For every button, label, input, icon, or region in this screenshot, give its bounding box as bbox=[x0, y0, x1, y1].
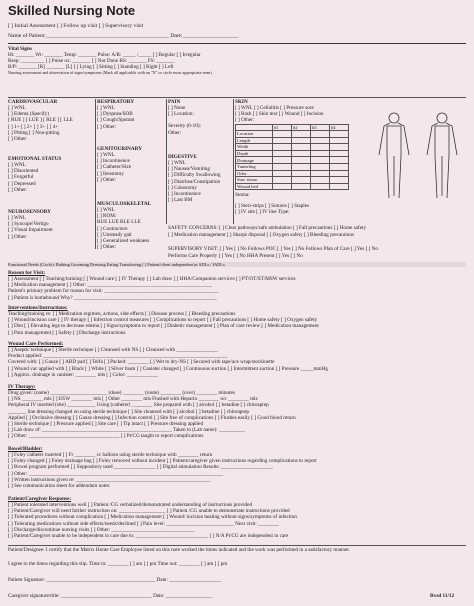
limb-labels[interactable]: RUE LUE RLE LLE bbox=[97, 219, 141, 226]
patient-signature-line[interactable]: Patient Signature: __________________________________________ Date: ____________________ bbox=[8, 577, 221, 583]
checkbox-item[interactable]: [ ] Disoriented bbox=[8, 168, 39, 175]
response-line[interactable]: [ ] Patient tolerated interventions well [ ] Patient /CG verbalized/demonstrated understanding of instructions provided bbox=[8, 502, 253, 509]
checkbox-item[interactable]: [ ] ROM: bbox=[97, 213, 117, 220]
wound-table-row bbox=[236, 150, 349, 157]
bowel-line[interactable]: [ ] See communication sheet for addendum notes bbox=[8, 482, 110, 489]
wound-table-row bbox=[236, 177, 349, 184]
wound-table-header: #4 bbox=[330, 124, 349, 131]
divider bbox=[8, 545, 466, 546]
interventions-heading: Interventions/Instructions: bbox=[8, 305, 68, 311]
wound-table-cell[interactable] bbox=[311, 183, 330, 190]
safety-concerns[interactable]: SAFETY CONCERNS: [ ] Clear pathways/safe ambulation [ ] Fall precautions [ ] Home safety bbox=[168, 225, 367, 231]
checkbox-item[interactable]: [ ] Difficulty Swallowing bbox=[168, 172, 221, 179]
vital-signs-line[interactable]: Ht: _______ Wt: _______ Temp: _______ Pulse: A/R: _____ /_____ [ ] Regular [ ] Irregular bbox=[8, 52, 201, 59]
form-title: Skilled Nursing Note bbox=[8, 3, 136, 18]
wound-care-section bbox=[8, 341, 466, 378]
pain-box bbox=[168, 99, 232, 151]
checkbox-item[interactable]: [ ] Other: bbox=[8, 233, 28, 240]
certification-text: Patient/Designee: I certify that the Matrix Home Care Employee listed on this note worked the times indicated and the work was performed in a satisfactory manner. bbox=[8, 547, 350, 553]
closure-checkboxes[interactable]: [ ] Steri-strips [ ] Sutures [ ] Staples bbox=[235, 202, 310, 209]
wound-care-line[interactable]: Product applied: _______________________________________________________________________ bbox=[8, 353, 228, 360]
wound-table-cell[interactable] bbox=[292, 157, 311, 164]
iv-therapy-section bbox=[8, 384, 466, 439]
wound-table bbox=[235, 124, 349, 191]
checkbox-item[interactable]: [ ] Rash [ ] Skin tear [ ] Wound [ ] Incision bbox=[235, 111, 324, 118]
reason-for-visit-section bbox=[8, 270, 466, 301]
checkbox-item[interactable]: [ RUE ] [ LUE ] [ RLE ] [ LLE bbox=[8, 117, 73, 124]
wound-table-cell[interactable] bbox=[273, 137, 292, 144]
reason-line[interactable]: [ ] Assessment [ ] Teaching/training [ ] Wound care [ ] IV Therapy [ ] Lab draw [ ] HHA/Companion services [ ] PT/OT/ST/MSW services bbox=[8, 276, 296, 283]
checkbox-item[interactable]: [ ] Location: bbox=[168, 111, 194, 118]
reason-line[interactable]: Patient's primary problem for reason for visit: ____________________________________________ bbox=[8, 288, 219, 295]
wound-table-header: #1 bbox=[273, 124, 292, 131]
column-divider bbox=[166, 99, 167, 224]
wound-row-label: Odor bbox=[236, 170, 273, 177]
wound-table-row bbox=[236, 183, 349, 190]
time-in-out-line[interactable]: I agree to the times regarding this slip. Time in: ________ [ ] am [ ] pm Time out: ________ [ ] am [ ] pm bbox=[8, 561, 228, 567]
wound-table-cell[interactable] bbox=[292, 144, 311, 151]
wound-care-line[interactable]: [ ] Approx. drainage in canister: ________ mls [ ] Color: ____________ bbox=[8, 371, 159, 378]
reason-line[interactable]: [ ] Medication management [ ] Other: ________________________________________________ bbox=[8, 282, 212, 289]
checkbox-item[interactable]: [ ] Ileostomy bbox=[97, 170, 124, 177]
checkbox-item[interactable]: [ ] Other: bbox=[8, 186, 28, 193]
wound-table-row bbox=[236, 170, 349, 177]
wound-row-label: Wound bed bbox=[236, 183, 273, 190]
interventions-line[interactable]: Teaching/training re: [ ] Medication regimen, actions, side effects [ ] Disease process [ ] Bleeding precautions bbox=[8, 311, 236, 318]
checkbox-item[interactable]: [ ] Depressed bbox=[8, 180, 36, 187]
divider bbox=[8, 43, 466, 44]
vital-signs-section bbox=[8, 46, 466, 75]
wound-table-cell[interactable] bbox=[292, 150, 311, 157]
iv-line[interactable]: [ ] Other: ___________________________________ [ ] Pt/CG taught to report complications bbox=[8, 433, 204, 439]
wound-care-heading: Wound Care Performed: bbox=[8, 341, 64, 347]
wound-table-row bbox=[236, 157, 349, 164]
divider bbox=[8, 97, 466, 98]
pain-heading: PAIN bbox=[168, 99, 181, 105]
patient-name-date-line[interactable]: Name of Patient:____________________________________________ Date:____________________ bbox=[8, 33, 239, 39]
safety-concerns-2[interactable]: [ ] Medication management [ ] Sharps disposal [ ] Oxygen safety [ ] Bleeding precautions bbox=[168, 232, 354, 238]
interventions-section bbox=[8, 305, 466, 336]
checkbox-item[interactable]: [ ] Other: bbox=[97, 243, 117, 250]
emotional-status-heading: EMOTIONAL STATUS bbox=[8, 156, 62, 162]
wound-row-label: Location bbox=[236, 131, 273, 138]
wound-row-label: Depth bbox=[236, 150, 273, 157]
column-divider bbox=[233, 99, 234, 224]
musculoskeletal-box bbox=[97, 201, 165, 259]
supervisory-visit[interactable]: SUPERVISORY VISIT: [ ] Yes [ ] No Follows POC [ ] Yes [ ] No Follows Plan of Care [ ] Yes [ ] No bbox=[168, 246, 379, 252]
wound-table-cell[interactable] bbox=[292, 183, 311, 190]
wound-row-label: Length bbox=[236, 137, 273, 144]
revision-label: Rvsd 11/12 bbox=[430, 593, 455, 599]
assessment-note: Nursing assessment and observation of signs/symptoms (Mark all applicable with an "X" or circle most appropriate term) bbox=[8, 69, 212, 75]
wound-table-row bbox=[236, 144, 349, 151]
caregiver-response-section bbox=[8, 496, 466, 539]
bowel-line[interactable]: [ ] Foley changed [ ] Foley drainage bag [ ] Foley removed without incident [ ] Patient/caregiver given instructions regarding complications to report bbox=[8, 458, 317, 465]
checkbox-item[interactable]: [ ] Syncope/Vertigo bbox=[8, 221, 49, 228]
checkbox-item[interactable]: [ ] Contracture bbox=[97, 225, 128, 232]
wound-table-header: #2 bbox=[292, 124, 311, 131]
checkbox-item[interactable]: [ ] Last BM bbox=[168, 196, 193, 203]
wound-row-label: Width bbox=[236, 144, 273, 151]
bowel-line[interactable]: [ ] Foley catheter inserted [ ] Fr ________ cc balloon using sterile technique with ________ return bbox=[8, 452, 213, 459]
wound-table-cell[interactable] bbox=[311, 144, 330, 151]
wound-table-cell[interactable] bbox=[311, 137, 330, 144]
response-line[interactable]: [ ] Discharge/discontinue nursing visits [ ] Other: ________________________________ bbox=[8, 526, 195, 533]
interventions-line[interactable]: [ ] Wound/incision care [ ] IV therapy [ ] Infection control measures [ ] Complications to report [ ] Fall precautions [ ] Home safety [ ] Oxygen safety bbox=[8, 317, 318, 324]
checkbox-item[interactable]: [ ] Cough/Sputum bbox=[97, 117, 135, 124]
checkbox-item[interactable]: [ ] Pitting [ ] Non-pitting bbox=[8, 129, 60, 136]
wound-table-cell[interactable] bbox=[311, 157, 330, 164]
checkbox-item[interactable]: [ ] Other: bbox=[8, 135, 28, 142]
neurosensory-box bbox=[8, 209, 94, 249]
wound-table-cell[interactable] bbox=[273, 170, 292, 177]
digestive-heading: DIGESTIVE bbox=[168, 154, 197, 160]
wound-table-cell[interactable] bbox=[330, 157, 349, 164]
checkbox-item[interactable]: [ ] Catheter/Size bbox=[97, 164, 131, 171]
checkbox-item[interactable]: [ ] Incontinence bbox=[97, 158, 130, 165]
iv-therapy-heading: IV Therapy: bbox=[8, 384, 36, 390]
stoma-field[interactable]: Stoma: bbox=[235, 192, 250, 199]
visit-type-checkboxes[interactable]: [ ] Initial Assessment [ ] Follow up visit [ ] Supervisory visit bbox=[8, 23, 144, 29]
wound-table-cell[interactable] bbox=[273, 164, 292, 171]
checkbox-item[interactable]: Severity (0-10): bbox=[168, 123, 201, 130]
iv-line[interactable]: _______ line dressing changed on using sterile technique [ ] Site cleansed with [ ] alcohol [ ] betadine [ ] chloraprep bbox=[8, 408, 249, 415]
functional-needs-bar[interactable]: Functional Needs (Circle): Bathing Grooming Dressing Eating Transferring [ ] Patient/client independent in ADLs / IADLs bbox=[8, 262, 466, 267]
wound-table-cell[interactable] bbox=[330, 177, 349, 184]
body-diagram-icon[interactable] bbox=[370, 110, 466, 202]
checkbox-item[interactable]: [ ] Incontinence bbox=[168, 190, 201, 197]
wound-table-row bbox=[236, 137, 349, 144]
emotional-status-box bbox=[8, 156, 94, 206]
response-line[interactable]: [ ] Patient/Caregiver will need further instruction on: __________________ [ ] Patient /CG unable to demonstrate instructions provided bbox=[8, 508, 290, 515]
interventions-line[interactable]: [ ] Pain management [ ] Safety [ ] Discharge instructions bbox=[8, 329, 126, 336]
checkbox-item[interactable]: [ ] Colostomy bbox=[168, 184, 197, 191]
wound-table-cell[interactable] bbox=[273, 150, 292, 157]
wound-table-cell[interactable] bbox=[292, 137, 311, 144]
iv-line[interactable]: [ ] Lab draw of: __________________________________________________ Taken to (Lab name): __________ bbox=[8, 426, 245, 433]
digestive-box bbox=[168, 154, 232, 220]
wound-table-cell[interactable] bbox=[330, 137, 349, 144]
iv-line[interactable]: [ ] Sterile technique [ ] Pressure applied [ ] Site care [ ] Tip intact [ ] Pressure dressing applied bbox=[8, 420, 204, 427]
checkbox-item[interactable]: [ ] Other: bbox=[97, 123, 117, 130]
wound-table-cell[interactable] bbox=[292, 131, 311, 138]
vital-signs-line[interactable]: B/P: _______ [R] _______ [L] [ ] Lying [ ] Sitting [ ] Standing [ ] Right [ ] Left bbox=[8, 64, 174, 71]
wound-table-cell[interactable] bbox=[330, 170, 349, 177]
wound-table-cell[interactable] bbox=[330, 131, 349, 138]
checkbox-item[interactable]: [ ] WNL bbox=[8, 162, 26, 169]
caregiver-response-heading: Patient/Caregiver Response: bbox=[8, 496, 72, 502]
checkbox-item[interactable]: [ ] WNL [ ] Cellulitis [ ] Pressure sore bbox=[235, 105, 314, 112]
respiratory-box bbox=[97, 99, 165, 143]
wound-care-line[interactable]: [ ] Aseptic technique [ ] Sterile technique [ ] Cleansed with NS [ ] Cleansed with ________________ bbox=[8, 347, 218, 354]
checkbox-item[interactable]: [ ] WNL bbox=[97, 207, 115, 214]
wound-table-cell[interactable] bbox=[273, 144, 292, 151]
cardiovascular-heading: CARDIOVASCULAR bbox=[8, 99, 58, 105]
checkbox-item[interactable]: [ ] Diarrhea/Constipation bbox=[168, 178, 221, 185]
checkbox-item[interactable]: Other: bbox=[168, 129, 182, 136]
musculoskeletal-heading: MUSCULOSKELETAL bbox=[97, 201, 152, 207]
bowel-line[interactable]: [ ] Written instructions given re: ____________________________________________________ bbox=[8, 476, 211, 483]
cardiovascular-box bbox=[8, 99, 94, 155]
wound-row-label: Tunneling bbox=[236, 164, 273, 171]
wound-table-cell[interactable] bbox=[311, 131, 330, 138]
column-divider bbox=[95, 99, 96, 249]
wound-table-cell[interactable] bbox=[330, 150, 349, 157]
interventions-line[interactable]: [ ] Diet [ ] Elevating legs to decrease edema [ ] Signs/symptoms to report [ ] Diabetic management [ ] Plan of care review [ ] Medication management bbox=[8, 323, 319, 330]
wound-table-cell[interactable] bbox=[273, 157, 292, 164]
response-line[interactable]: [ ] Tolerating medications without side effects/needs/declined [ ] Pain level: __________________________ Next visit: ________ bbox=[8, 520, 279, 527]
access-checkboxes[interactable]: [ ] IV site [ ] IV line Type: bbox=[235, 208, 290, 215]
bowel-line[interactable]: [ ] Other: ___________________________________________________________________________ bbox=[8, 470, 224, 477]
response-line[interactable]: [ ] Tolerated procedures without complication [ ] Medication management [ ] Wound/ incision healing without signs/symptoms of infection bbox=[8, 514, 297, 521]
wound-table-cell[interactable] bbox=[273, 183, 292, 190]
wound-table-cell[interactable] bbox=[311, 164, 330, 171]
vital-signs-heading: Vital Signs bbox=[8, 46, 32, 52]
wound-table-header bbox=[236, 124, 273, 131]
checkbox-item[interactable]: [ ] WNL bbox=[168, 160, 186, 167]
checkbox-item[interactable]: [ ] Generalized weakness bbox=[97, 237, 150, 244]
bowel-bladder-heading: Bowel/Bladder: bbox=[8, 446, 43, 452]
checkbox-item[interactable]: [ ] Other: bbox=[97, 176, 117, 183]
bowel-bladder-section bbox=[8, 446, 466, 489]
checkbox-item[interactable]: [ ] Visual Impairment bbox=[8, 227, 53, 234]
checkbox-item[interactable]: [ ] Unsteady gait bbox=[97, 231, 132, 238]
checkbox-item[interactable]: [ ] Other: bbox=[235, 117, 255, 124]
supervisory-visit-2[interactable]: Performs Care Properly [ ] Yes [ ] No HHA Present [ ] Yes [ ] No bbox=[168, 253, 303, 259]
checkbox-item[interactable]: [ ] WNL bbox=[97, 152, 115, 159]
checkbox-item[interactable]: [ ] 1+ [ ] 2+ [ ] 3+ [ ] 4+ bbox=[8, 123, 59, 130]
wound-table-row bbox=[236, 164, 349, 171]
iv-line[interactable]: Drug given: (name) ______________________ (dose) ________ (route) ________ (over) ________ minutes bbox=[8, 390, 235, 397]
iv-line[interactable]: [ ] NS ________ mls [ ] D5W ________ mls [ ] Other ________ mls Flushed with Heparin ________ u/c ________ mls bbox=[8, 396, 258, 403]
wound-table-cell[interactable] bbox=[311, 150, 330, 157]
iv-line[interactable]: Peripheral IV inserted (site) ___________ Using (catheter) ________ Site prepared with [ ] alcohol [ ] betadine [ ] chloraprep bbox=[8, 402, 269, 409]
wound-table-cell[interactable] bbox=[292, 177, 311, 184]
checkbox-item[interactable]: [ ] WNL bbox=[8, 215, 26, 222]
vital-signs-line[interactable]: Resp: _________ [ ] Pulse ox: _______ [ ] Not Done BS: _______ FS: _______ bbox=[8, 58, 175, 65]
skin-heading: SKIN bbox=[235, 99, 248, 105]
wound-table-row bbox=[236, 131, 349, 138]
reason-for-visit-heading: Reason for Visit: bbox=[8, 270, 46, 276]
genitourinary-heading: GENITOURINARY bbox=[97, 146, 142, 152]
wound-table-cell[interactable] bbox=[292, 164, 311, 171]
wound-table-cell[interactable] bbox=[273, 131, 292, 138]
reason-line[interactable]: [ ] Patient is homebound Why? _______________________________________________________ bbox=[8, 294, 217, 301]
neurosensory-heading: NEUROSENSORY bbox=[8, 209, 52, 215]
checkbox-item[interactable]: [ ] None bbox=[168, 105, 186, 112]
checkbox-item[interactable]: [ ] WNL bbox=[97, 105, 115, 112]
response-line[interactable]: [ ] Patient/Caregiver unable to be independent in care due to: ____________________________ [ ] N/A Pt/CG are independent in care bbox=[8, 532, 289, 539]
checkbox-item[interactable]: [ ] Forgetful bbox=[8, 174, 34, 181]
wound-table-cell[interactable] bbox=[311, 177, 330, 184]
wound-table-cell[interactable] bbox=[330, 144, 349, 151]
checkbox-item[interactable]: [ ] Nausea/Vomiting bbox=[168, 166, 210, 173]
bowel-line[interactable]: [ ] Bowel program performed [ ] Suppository used ________________ [ ] Digital stimulation Results: ____________________ bbox=[8, 464, 273, 471]
wound-table-header: #3 bbox=[311, 124, 330, 131]
checkbox-item[interactable]: [ ] Dyspnea/SOB bbox=[97, 111, 133, 118]
wound-table-cell[interactable] bbox=[330, 164, 349, 171]
wound-table-cell[interactable] bbox=[292, 170, 311, 177]
respiratory-heading: RESPIRATORY bbox=[97, 99, 135, 105]
wound-care-line[interactable]: Covered with: [ ] Gauze [ ] ABD pad [ ] Telfa [ ] Packed: ________ [ ] Wet to dry-NS [ ] Secured with tape/ace wrap/stockinette bbox=[8, 359, 275, 366]
genitourinary-box bbox=[97, 146, 165, 198]
wound-table-cell[interactable] bbox=[273, 177, 292, 184]
wound-row-label: Surr. tissue bbox=[236, 177, 273, 184]
wound-table-cell[interactable] bbox=[311, 170, 330, 177]
caregiver-signature-line[interactable]: Caregiver signature/title: ___________________________________ Date: __________________ bbox=[8, 593, 213, 599]
checkbox-item[interactable]: [ ] Edema (Specify) bbox=[8, 111, 50, 118]
checkbox-item[interactable]: [ ] WNL bbox=[8, 105, 26, 112]
iv-line[interactable]: Applied [ ] Occlusive dressing [ ] Gauze dressing [ ] Infection control [ ] Site free of complications [ ] Flushes easily [ ] Good blood return bbox=[8, 414, 296, 421]
wound-table-cell[interactable] bbox=[330, 183, 349, 190]
wound-row-label: Drainage bbox=[236, 157, 273, 164]
wound-care-line[interactable]: [ ] Wound vac applied with [ ] Black [ ] White [ ] Silver foam [ ] Canister changed [ ] Continuous suction [ ] Intermittent suction [ ] Pressure _____mmHg bbox=[8, 365, 328, 372]
